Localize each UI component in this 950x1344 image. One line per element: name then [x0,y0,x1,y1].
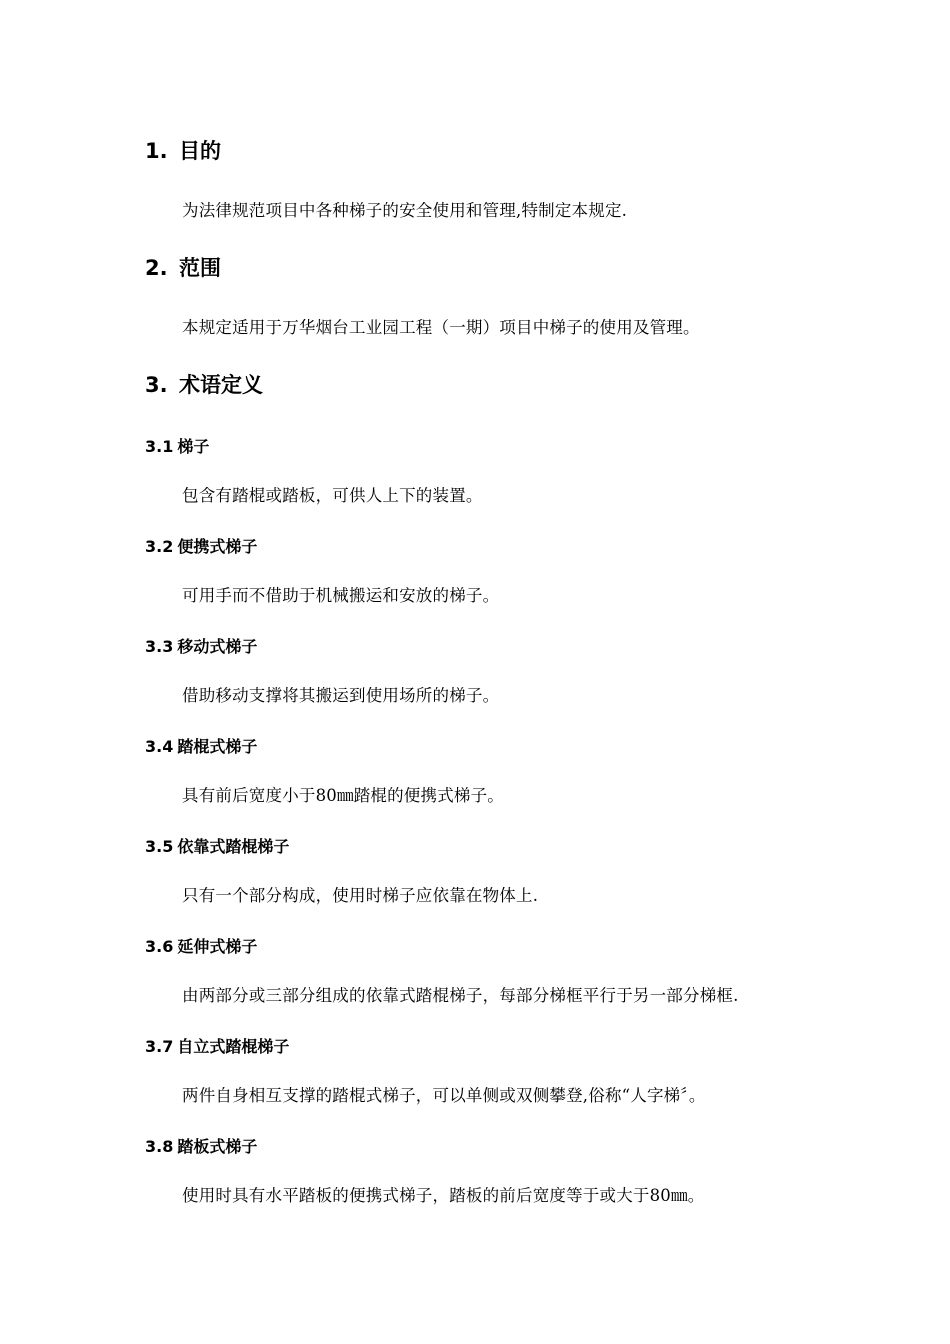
definition-term: 自立式踏棍梯子 [177,1037,290,1056]
definition-heading-3-3 [145,637,257,657]
section-number: 3. [145,373,168,397]
definition-heading-3-6 [145,937,257,957]
section-title: 目的 [179,139,221,163]
section-paragraph-purpose: 为法律规范项目中各种梯子的安全使用和管理,特制定本规定. [182,201,628,220]
definition-text-3-5: 只有一个部分构成，使用时梯子应依靠在物体上. [182,886,539,905]
definition-term: 便携式梯子 [177,537,258,556]
definition-heading-3-7 [145,1037,289,1057]
definition-term: 踏棍式梯子 [177,737,258,756]
section-number: 2. [145,256,168,280]
definition-number: 3.7 [145,1037,174,1056]
definition-heading-3-2 [145,537,257,557]
definition-heading-3-1 [145,437,209,457]
definition-term: 依靠式踏棍梯子 [177,837,290,856]
definition-text-3-7: 两件自身相互支撑的踏棍式梯子，可以单侧或双侧攀登,俗称“人字梯〞。 [182,1086,706,1105]
definition-heading-3-8 [145,1137,257,1157]
definition-text-3-6: 由两部分或三部分组成的依靠式踏棍梯子，每部分梯框平行于另一部分梯框. [182,986,739,1005]
definition-text-3-1: 包含有踏棍或踏板，可供人上下的装置。 [182,486,483,505]
section-heading-purpose [145,138,221,164]
definition-number: 3.2 [145,537,174,556]
definition-heading-3-5 [145,837,289,857]
section-heading-definitions [145,372,263,398]
definition-text-3-4: 具有前后宽度小于80㎜踏棍的便携式梯子。 [182,786,504,805]
section-title: 术语定义 [179,373,263,397]
definition-number: 3.3 [145,637,174,656]
definition-number: 3.8 [145,1137,174,1156]
definition-heading-3-4 [145,737,257,757]
section-heading-scope [145,255,221,281]
definition-term: 延伸式梯子 [177,937,258,956]
definition-text-3-8: 使用时具有水平踏板的便携式梯子，踏板的前后宽度等于或大于80㎜。 [182,1186,705,1205]
definition-number: 3.5 [145,837,174,856]
section-number: 1. [145,139,168,163]
definition-number: 3.1 [145,437,174,456]
definition-text-3-3: 借助移动支撑将其搬运到使用场所的梯子。 [182,686,500,705]
definition-text-3-2: 可用手而不借助于机械搬运和安放的梯子。 [182,586,500,605]
section-title: 范围 [179,256,221,280]
definition-term: 移动式梯子 [177,637,258,656]
definition-term: 踏板式梯子 [177,1137,258,1156]
definition-number: 3.6 [145,937,174,956]
definition-number: 3.4 [145,737,174,756]
section-paragraph-scope: 本规定适用于万华烟台工业园工程（一期）项目中梯子的使用及管理。 [182,318,700,337]
definition-term: 梯子 [177,437,210,456]
